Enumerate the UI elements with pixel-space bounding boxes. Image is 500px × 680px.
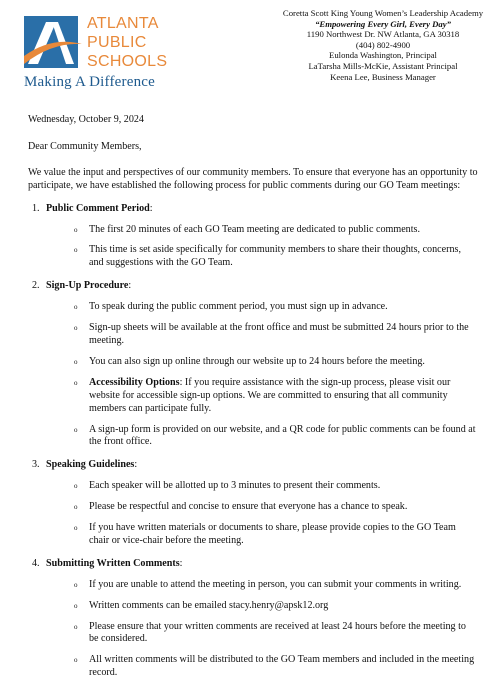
section-title: Submitting Written Comments xyxy=(46,557,180,569)
section-title: Sign-Up Procedure xyxy=(46,280,129,292)
bullet-icon: o xyxy=(74,324,78,333)
section-heading: 3. Speaking Guidelines: xyxy=(32,459,138,471)
section-3 xyxy=(28,459,478,548)
bullet-text: You can also sign up online through our website up to 24 hours before the meeting. xyxy=(89,355,425,367)
section-1 xyxy=(28,203,478,271)
logo-tagline: Making A Difference xyxy=(24,74,155,90)
school-name: Coretta Scott King Young Women’s Leadership Academy xyxy=(282,8,484,18)
bullet-text: If you require assistance with the sign-up process, please visit our website for accessible sign-up options. We are committed to ensuring that all community members can participate fully. xyxy=(89,376,451,414)
section-heading: 2. Sign-Up Procedure: xyxy=(32,280,132,292)
bullet-text: A sign-up form is provided on our website, and a QR code for public comments can be found at the front office. xyxy=(89,423,476,448)
logo-text-public: PUBLIC xyxy=(87,34,147,51)
bullet-text: Each speaker will be allotted up to 3 minutes to present their comments. xyxy=(89,480,381,492)
list-item xyxy=(28,244,478,270)
list-item xyxy=(28,522,478,548)
school-phone: (404) 802-4900 xyxy=(355,39,411,50)
bullet-text: If you are unable to attend the meeting in person, you can submit your comments in writing. xyxy=(89,578,462,590)
logo-text-schools: SCHOOLS xyxy=(87,53,168,70)
logo-text-atlanta: ATLANTA xyxy=(87,15,159,32)
bullet-text: Please ensure that your written comments are received at least 24 hours before the meeting to be considered. xyxy=(89,620,466,645)
section-number: 2. xyxy=(32,280,40,292)
letter-greeting: Dear Community Members, xyxy=(28,140,142,152)
letter-body xyxy=(28,110,478,680)
list-item xyxy=(28,424,478,450)
section-title: Public Comment Period xyxy=(46,202,150,214)
section-list xyxy=(28,203,478,680)
section-number: 4. xyxy=(32,557,40,569)
list-item xyxy=(28,579,478,592)
list-item xyxy=(28,621,478,647)
list-item xyxy=(28,600,478,613)
bullet-text: Please be respectful and concise to ensure that everyone has a chance to speak. xyxy=(89,501,408,513)
aps-a-emblem-icon xyxy=(22,14,84,72)
bullet-text: To speak during the public comment period, you must sign up in advance. xyxy=(89,301,388,313)
bullet-icon: o xyxy=(74,622,78,631)
school-address: 1190 Northwest Dr. NW Atlanta, GA 30318 xyxy=(306,29,460,40)
list-item xyxy=(28,654,478,680)
section-heading: 4. Submitting Written Comments: xyxy=(32,557,183,569)
bullet-icon: o xyxy=(74,246,78,255)
bullet-text: If you have written materials or documents to share, please provide copies to the GO Team chair or vice-chair before the meeting. xyxy=(89,522,456,546)
list-item xyxy=(28,301,478,314)
list-item xyxy=(28,224,478,237)
bullet-icon: o xyxy=(74,357,78,366)
section-4 xyxy=(28,558,478,680)
letter-intro: We value the input and perspectives of our community members. To ensure that everyone has an opportunity to participate, we have established the following process for public comments during our GO Team meetings: xyxy=(28,166,478,191)
bullet-icon: o xyxy=(74,580,78,589)
section-number: 1. xyxy=(32,202,40,214)
bullet-icon: o xyxy=(74,601,78,610)
bullet-icon: o xyxy=(74,656,78,665)
section-title: Speaking Guidelines xyxy=(46,459,135,471)
principal: Eulonda Washington, Principal xyxy=(329,50,437,61)
bullet-icon: o xyxy=(74,425,78,434)
section-number: 3. xyxy=(32,459,40,471)
letter-date: Wednesday, October 9, 2024 xyxy=(28,114,144,125)
school-info xyxy=(280,8,486,82)
bullet-icon: o xyxy=(74,503,78,512)
bullet-icon: o xyxy=(74,225,78,234)
list-item xyxy=(28,501,478,514)
list-item xyxy=(28,356,478,369)
bullet-icon: o xyxy=(74,482,78,491)
bullet-text: All written comments will be distributed to the GO Team members and included in the meeting record. xyxy=(89,654,475,679)
bullet-icon: o xyxy=(74,524,78,533)
assistant-principal: LaTarsha Mills-McKie, Assistant Principal xyxy=(308,60,458,71)
section-heading: 1. Public Comment Period: xyxy=(32,202,153,214)
bullet-lead: Accessibility Options xyxy=(89,376,180,388)
bullet-text: This time is set aside specifically for community members to share their thoughts, concerns, and suggestions with the GO Team. xyxy=(89,244,461,269)
business-manager: Keena Lee, Business Manager xyxy=(330,71,436,82)
section-2 xyxy=(28,280,478,449)
list-item xyxy=(28,322,478,348)
bullet-icon: o xyxy=(74,378,78,387)
list-item xyxy=(28,480,478,493)
list-item: o Accessibility Options: If you require assistance with the sign-up process, please visit our website for accessible sign-up options. We are committed to ensuring that all community members can participate fully. xyxy=(74,376,451,414)
aps-logo xyxy=(22,14,172,96)
bullet-icon: o xyxy=(74,303,78,312)
bullet-text: The first 20 minutes of each GO Team meeting are dedicated to public comments. xyxy=(89,223,420,235)
school-motto: “Empowering Every Girl, Every Day” xyxy=(315,18,451,29)
bullet-text: Sign-up sheets will be available at the front office and must be submitted 24 hours prior to the meeting. xyxy=(89,322,469,346)
bullet-text: Written comments can be emailed stacy.henry@apsk12.org xyxy=(89,599,329,611)
